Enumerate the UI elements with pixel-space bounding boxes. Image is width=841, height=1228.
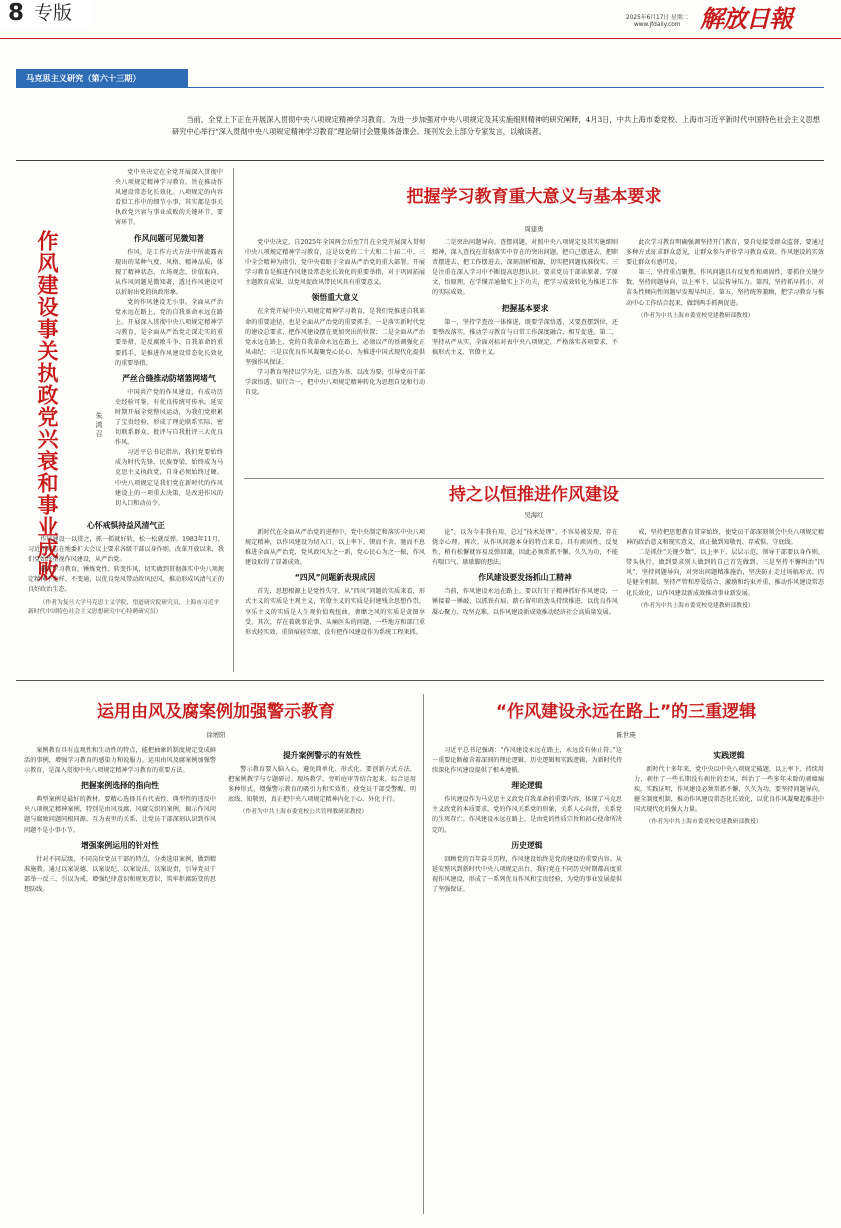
mid-p2: 首先，思想根源上是党性失守，从“四风”问题的实质来看，形式主义的实质是主观主义，官僚主义的实质是封建残余思想作祟，享乐主义的实质是人生观价值观扭曲，奢靡之风的实质是贪图享受。其次，存在着就事论事、头痛医头的问题，一些地方和部门重形式轻实效、重留痕轻实绩，没有把作风建设作为系统工程来抓。: [245, 588, 425, 636]
top-author-note: （作者为中共上海市委党校党建教研部教授）: [637, 312, 754, 319]
top-article-author: 周建勇: [524, 225, 544, 233]
top-bottom-divider: [244, 478, 824, 479]
mid-article-col2: [432, 528, 618, 676]
br-subhead-2: 历史逻辑: [511, 840, 543, 850]
mid-article-col1: [245, 528, 425, 676]
top-p3: 学习教育坚持以学为先、以查为基、以改为要，引导党员干部学深悟透、知行合一，把中央八项规定精神转化为思想自觉和行动自觉。: [245, 369, 425, 397]
top-c2: 二是突出问题导向、查摆问题，对照中央八项规定及其实施细则精神，深入查找在贯彻落实中存在的突出问题，把自己摆进去、把职责摆进去、把工作摆进去，深刻剖析根源，切实把问题找准找实。三是注重在深入学习中不断提高思想认识。要求党员干部读原著、学原文、悟原理，在学懂弄通做实上下功夫，把学习成效转化为推进工作的实际成效。: [432, 239, 618, 297]
bottom-right-author: 陈世瑛: [616, 731, 636, 739]
bl-author-note: （作者为中共上海市委党校公共管理教研部教授）: [239, 809, 368, 816]
mid-c3b: 二是抓住“关键少数”，以上率下、层层示范，领导干部要以身作则、带头执行，做到要求别人做到的自己首先做到。三是坚持不懈纠治“四风”，坚持问题导向，对突出问题精准施治，坚决防止走过场搞形式。四是健全机制，坚持严管和厚爱结合、激励和约束并重，推动作风建设常态化长效化，以作风建设新成效推动事业新发展。: [626, 549, 824, 597]
left-p3a: 作风建设一以贯之，抓一抓就好转，松一松就反弹。1983年11月，习近平同志在地委扩大会议上要求各级干部以身作则。改革开放以来，我们党始终重视作风建设，从严治党。: [28, 536, 224, 564]
bl-p3: 针对不同层级、不同岗位党员干部的特点，分类选用案例，做到精准施教。通过以案说德、以案说纪、以案说法、以案说责，引导党员干部举一反三、引以为戒，增强纪律意识和规矩意识，筑牢拒腐防变的思想防线。: [24, 855, 216, 893]
left-p3b: 通过学习教育，锤炼党性、转变作风，切实做到贯彻落实中央八项规定精神不走样、不变通，以优良党风带动政风民风，推动形成风清气正的良好政治生态。: [28, 566, 224, 594]
bl-p2: 典型案例是最好的教材。要精心选择具有代表性、典型性的违反中央八项规定精神案例，特别是由风及腐、风腐交织的案例，揭示作风问题与腐败问题同根同源、互为表里的关系，让党员干部深刻认识到作风问题不是小事小节。: [24, 796, 216, 834]
intro-text: 当前，全党上下正在开展深入贯彻中央八项规定精神学习教育。为进一步加强对中央八项规定及其实施细则精神的研究阐释，4月3日，中共上海市委党校、上海市习近平新时代中国特色社会主义思想研究中心举行“深入贯彻中央八项规定精神学习教育”理论研讨会暨集体备课会。现刊发会上部分专家发言，以飨读者。: [172, 115, 820, 136]
top-article-col1: [245, 238, 425, 474]
mid-article-title: 持之以恒推进作风建设: [449, 485, 619, 505]
column-banner: [16, 69, 188, 88]
bottom-right-col2: [634, 746, 824, 1216]
br-p2: 作风建设作为马克思主义政党自我革命的重要内容，体现了马克思主义政党的本质要求。党的作风关系党的形象，关系人心向背，关系党的生死存亡。作风建设永远在路上，是由党的性质宗旨和初心使命所决定的。: [432, 796, 622, 834]
top-article-col2: [432, 238, 618, 474]
logo-text: 解放日報: [700, 4, 792, 33]
bl-subhead-2: 增强案例运用的针对性: [81, 840, 159, 850]
mid-subhead-2: 作风建设要发扬抓山工精神: [478, 573, 572, 583]
intro-divider: [16, 160, 824, 161]
page-number-box: [0, 0, 94, 26]
bottom-col-divider: [423, 694, 424, 1214]
top-c3: 此次学习教育明确强调坚持开门教育，要自觉接受群众监督，要通过多种方式征求群众意见，让群众参与评价学习教育成效。作风建设的实效要让群众有感可及。: [626, 239, 824, 267]
bl-p1: 案例教育具有直观性和生动性的特点，能把抽象的制度规定变成鲜活的事例，增强学习教育的感染力和说服力。运用由风及腐案例加强警示教育，是深入贯彻中央八项规定精神学习教育的重要方法。: [24, 747, 216, 775]
left-p1a: 作风，是工作方式方法中所流露表现出的某种气度、风格、精神品质，体现了精神状态、立场观念、价值取向，从作风问题见微知著，透过作风建设可以折射出党的执政形象。: [115, 248, 223, 296]
top-p2: 在全党开展中央八项规定精神学习教育，是我们党推进自我革命的重要途径，也是全面从严治党的重要抓手。一是落实新时代党的建设总要求，把作风建设摆在更加突出的位置；二是全面从严治党永远在路上，党的自我革命永远在路上，必须以严的基调强化正风肃纪；三是以优良作风凝聚党心民心，为推进中国式现代化提供坚强作风保证。: [245, 308, 425, 366]
mid-article-col3: [626, 528, 824, 676]
header-rule: [0, 38, 841, 39]
bottom-left-author: 徐增阳: [206, 731, 226, 739]
top-subhead-1: 领悟重大意义: [311, 293, 359, 303]
left-author-note: （作者为复旦大学马克思主义学院、望道研究院研究员，上海市习近平新时代中国特色社会主义思想研究中心特聘研究员）: [28, 599, 220, 615]
top-p1: 党中央决定，自2025年全国两会后至7月在全党开展深入贯彻中央八项规定精神学习教育，这是以党的二十大和二十届二中、三中全会精神为指引，党中央着眼于全面从严治党的重大部署。开展学习教育是推进作风建设常态化长效化的重要举措，对于巩固拓展主题教育成果、以党风促政风带民风具有重要意义。: [245, 239, 425, 287]
top-article-title: 把握学习教育重大意义与基本要求: [406, 187, 662, 207]
bottom-right-title: “作风建设永远在路上”的三重逻辑: [495, 702, 757, 722]
bottom-left-title: 运用由风及腐案例加强警示教育: [97, 702, 335, 722]
mid-c2b: 当前，作风建设永远在路上。要以钉钉子精神抓好作风建设，一锤接着一锤敲，以抓铁有痕、踏石留印的劲头持续推进，以优良作风凝心聚力、攻坚克难，以作风建设新成效推动经济社会高质量发展。: [432, 588, 618, 616]
left-article-author: [94, 412, 104, 439]
bl-p4: 警示教育要入脑入心，避免简单化、形式化。要创新方式方法，把案例教学与专题研讨、现场教学、旁听庭审等结合起来，综合运用多种形式，增强警示教育的吸引力和实效性，使党员干部受警醒、明底线、知敬畏，真正把中央八项规定精神内化于心、外化于行。: [228, 766, 416, 804]
top-c3b: 第三，坚持重点聚焦，作风问题具有反复性和顽固性，要抓住关键少数，坚持问题导向，以上率下、层层传导压力。第四，坚持抓早抓小，对苗头性倾向性问题早发现早纠正。第五，坚持统筹兼顾，把学习教育与推动中心工作结合起来，做到两手抓两促进。: [626, 269, 824, 307]
bottom-left-col1: [24, 746, 216, 1216]
newspaper-logo: [700, 2, 840, 38]
top-subhead-2: 把握基本要求: [501, 303, 549, 313]
left-p2a: 中国共产党的作风建设，有成功历史经验可鉴，有优良传统可传承。延安时期开展全党整风运动，为我们党积累了宝贵经验，形成了理论联系实际、密切联系群众、批评与自我批评三大优良作风。: [115, 388, 223, 447]
left-subhead-1: 作风问题可见微知著: [133, 233, 205, 243]
br-author-note: （作者为中共上海市委党校党建教研部教授）: [645, 819, 762, 826]
br-p4: 新时代十多年来，党中央以中央八项规定破题，以上率下、持续用力，刹住了一些长期没有刹住的歪风，纠治了一些多年未除的顽瘴痼疾。实践证明，作风建设必须常抓不懈、久久为功，要坚持问题导向，健全制度机制，推动作风建设常态化长效化，以优良作风凝聚起推进中国式现代化的强大力量。: [634, 766, 824, 814]
bottom-left-col2: [228, 746, 416, 1216]
section-label: 专版: [34, 2, 73, 24]
bl-subhead-1: 把握案例选择的指向性: [81, 781, 159, 791]
page-number: 8: [8, 0, 25, 26]
left-article-title-text: 作风建设事关执政党兴衰和事业成败: [35, 230, 59, 582]
left-p1b: 党的作风建设无小事。全面从严治党永远在路上，党的自我革命永远在路上。开展深入贯彻中央八项规定精神学习教育，是全面从严治党走深走实的重要举措，是反腐败斗争、自我革命的重要抓手，是推进作风建设常态化长效化的重要举措。: [115, 299, 223, 367]
mid-author-note: （作者为中共上海市委党校党建教研部教授）: [637, 602, 754, 609]
mid-article-author: 吴海红: [524, 511, 544, 519]
left-subhead-3: 心怀戒惧持益风清气正: [87, 521, 165, 530]
header-url: www.jfdaily.com: [634, 22, 681, 28]
column-banner-label: 马克思主义研究（第六十三期）: [26, 73, 141, 83]
mid-p1: 新时代在全面从严治党的进程中，党中央制定和落实中央八项规定精神，以作风建设为切入口，以上率下，锲而不舍、驰而不息推进全面从严治党，党风政风为之一新，党心民心为之一振，作风建设取得了显著成效。: [245, 529, 425, 567]
br-subhead-1: 理论逻辑: [511, 781, 543, 791]
header-date: 2025年6月17日 星期二: [626, 15, 689, 21]
mid-subhead-1: “四风”问题新表现成因: [294, 573, 376, 583]
left-col-divider: [233, 168, 234, 672]
br-subhead-3: 实践逻辑: [713, 751, 745, 760]
bl-subhead-3: 提升案例警示的有效性: [283, 751, 361, 760]
top-c2b: 第一，坚持学查改一体推进，既要学深悟透，又要查摆到位，还要整改落实，推动学习教育与日常工作深度融合、相互促进。第二，坚持从严从实，全面对标对表中央八项规定，严格落实各项要求，不搞形式主义、官僚主义。: [432, 318, 618, 356]
left-lead: 党中央决定在全党开展深入贯彻中央八项规定精神学习教育，旨在推动作风建设常态化长效化。八项规定的内容看似工作中的细节小事，其实都是事关执政党兴衰与事业成败的关键环节、要害环节。: [115, 169, 223, 227]
left-p2b: 习近平总书记指出，我们党要始终成为时代先锋、民族脊梁，始终成为马克思主义执政党，自身必须始终过硬。中央八项规定是我们党在新时代的作风建设上的一项重大决策，是改进作风的切入口和动员令。: [115, 449, 223, 507]
left-subhead-2: 严丝合缝推动防堵篮网堵气: [122, 373, 216, 383]
left-article-body-bottom: [28, 516, 224, 676]
left-article-body-top: [115, 168, 223, 516]
top-article-col3: [626, 238, 824, 474]
br-p1: 习近平总书记强调：“作风建设永远在路上，永远没有休止符。”这一重要论断蕴含着深刻的理论逻辑、历史逻辑和实践逻辑，为新时代持续深化作风建设提供了根本遵循。: [432, 747, 622, 775]
br-p3: 回顾党的百年奋斗历程，作风建设始终是党的建设的重要内容。从延安整风到新时代中央八项规定出台，我们党在不同历史时期都高度重视作风建设，形成了一系列优良作风和宝贵经验，为党的事业发展提供了坚强保证。: [432, 855, 622, 893]
bottom-section-divider: [16, 680, 824, 681]
left-article-author-text: 朱鸿召: [95, 412, 103, 439]
bottom-right-col1: [432, 746, 622, 1216]
mid-c3: 戒，坚持把思想教育贯穿始终，使党员干部深刻领会中央八项规定精神的政治意义和现实意义，真正做到知敬畏、存戒惧、守底线。: [626, 529, 824, 547]
banner-rule: [188, 87, 824, 88]
mid-c2: 论”，以为今非我有用，总过“技术处理”、不容易被发现，存在侥幸心理。再次，从作风问题本身的特点来看，具有顽固性、反复性，稍有松懈就容易反弹回潮，因此必须常抓不懈、久久为功，不能有喘口气、歇歇脚的想法。: [432, 529, 618, 567]
